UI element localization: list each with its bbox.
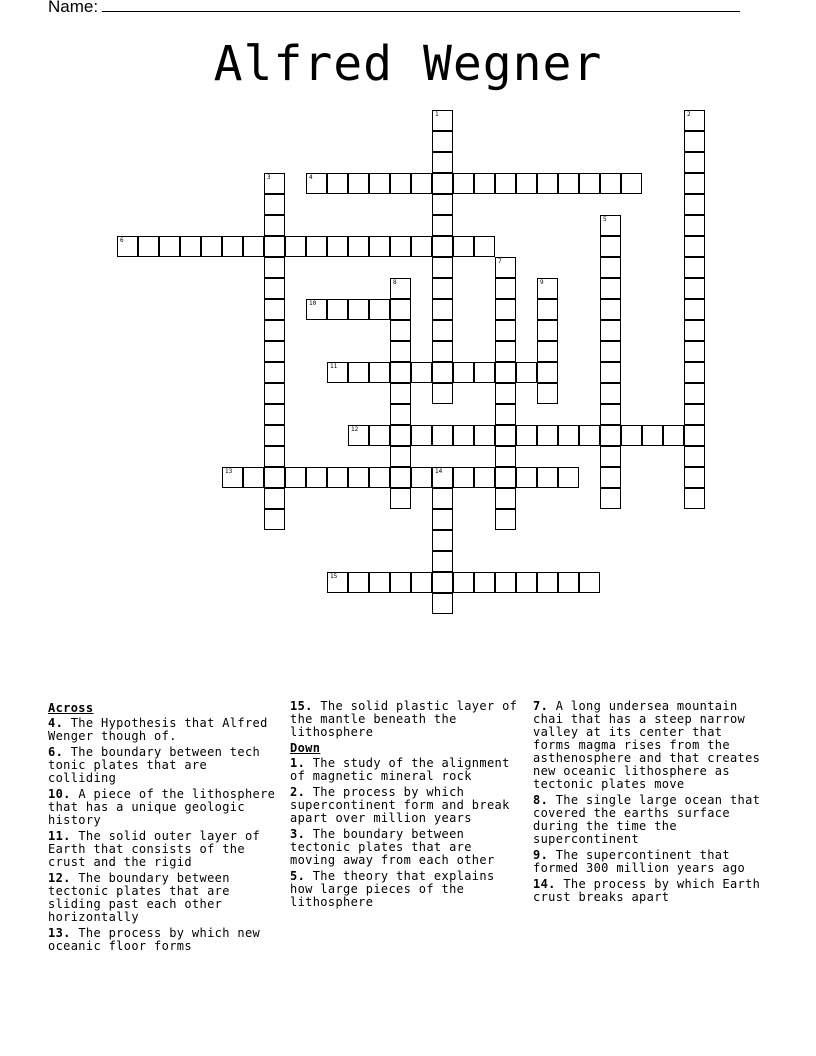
- grid-cell[interactable]: [453, 173, 474, 194]
- grid-cell[interactable]: [495, 299, 516, 320]
- clue-across-11: [48, 830, 280, 869]
- grid-cell[interactable]: [411, 236, 432, 257]
- grid-cell[interactable]: [453, 467, 474, 488]
- cell-number: 3: [267, 174, 271, 181]
- grid-cell[interactable]: [432, 383, 453, 404]
- grid-cell[interactable]: [411, 425, 432, 446]
- grid-cell[interactable]: [537, 572, 558, 593]
- clue-text: The boundary between tech tonic plates that are colliding: [48, 745, 261, 785]
- down-heading: Down: [290, 741, 321, 755]
- grid-cell[interactable]: [432, 341, 453, 362]
- clue-text: The boundary between tectonic plates that are moving away from each other: [290, 827, 495, 867]
- grid-cell[interactable]: [264, 467, 285, 488]
- grid-cell[interactable]: [327, 467, 348, 488]
- grid-cell[interactable]: [600, 173, 621, 194]
- grid-cell[interactable]: [579, 173, 600, 194]
- grid-cell[interactable]: [642, 425, 663, 446]
- grid-cell[interactable]: [264, 257, 285, 278]
- grid-cell[interactable]: [621, 173, 642, 194]
- grid-cell[interactable]: [432, 320, 453, 341]
- grid-cell[interactable]: [390, 299, 411, 320]
- grid-cell[interactable]: [558, 572, 579, 593]
- grid-cell[interactable]: [369, 236, 390, 257]
- clue-number: 8.: [533, 793, 549, 807]
- grid-cell[interactable]: [453, 425, 474, 446]
- grid-cell[interactable]: [348, 467, 369, 488]
- clue-across-6: [48, 746, 280, 785]
- grid-cell[interactable]: [537, 320, 558, 341]
- grid-cell[interactable]: [390, 320, 411, 341]
- grid-cell[interactable]: [537, 467, 558, 488]
- grid-cell[interactable]: [306, 173, 327, 194]
- grid-cell[interactable]: [453, 362, 474, 383]
- clue-across-15: [290, 700, 522, 739]
- grid-cell[interactable]: [621, 425, 642, 446]
- cell-number: 8: [393, 279, 397, 286]
- clue-text: The single large ocean that covered the earths surface during the time the supercontinent: [533, 793, 761, 846]
- clue-text: The process by which new oceanic floor forms: [48, 926, 261, 953]
- grid-cell[interactable]: [264, 425, 285, 446]
- clue-number: 10.: [48, 787, 71, 801]
- grid-cell[interactable]: [369, 425, 390, 446]
- grid-cell[interactable]: [600, 257, 621, 278]
- grid-cell[interactable]: [684, 278, 705, 299]
- grid-cell[interactable]: [684, 299, 705, 320]
- clue-down-8: [533, 794, 765, 846]
- clue-text: The Hypothesis that Alfred Wenger though of.: [48, 716, 268, 743]
- cell-number: 2: [687, 111, 691, 118]
- grid-cell[interactable]: [600, 341, 621, 362]
- grid-cell[interactable]: [264, 299, 285, 320]
- grid-cell[interactable]: [411, 362, 432, 383]
- clue-text: The solid plastic layer of the mantle beneath the lithosphere: [290, 699, 518, 739]
- clue-text: The theory that explains how large pieces of the lithosphere: [290, 869, 495, 909]
- grid-cell[interactable]: [327, 362, 348, 383]
- grid-cell[interactable]: [369, 467, 390, 488]
- grid-cell[interactable]: [474, 236, 495, 257]
- clue-column-1: [48, 700, 280, 956]
- grid-cell[interactable]: [516, 362, 537, 383]
- grid-cell[interactable]: [390, 404, 411, 425]
- grid-cell[interactable]: [369, 299, 390, 320]
- grid-cell[interactable]: [432, 299, 453, 320]
- grid-cell[interactable]: [495, 278, 516, 299]
- clue-number: 11.: [48, 829, 71, 843]
- grid-cell[interactable]: [390, 488, 411, 509]
- grid-cell[interactable]: [495, 257, 516, 278]
- grid-cell[interactable]: [411, 173, 432, 194]
- clue-down-3: [290, 828, 522, 867]
- grid-cell[interactable]: [537, 362, 558, 383]
- clue-text: The boundary between tectonic plates that are sliding past each other horizontally: [48, 871, 230, 924]
- across-heading: Across: [48, 701, 94, 715]
- page-title: Alfred Wegner: [213, 36, 603, 92]
- grid-cell[interactable]: [348, 299, 369, 320]
- grid-cell[interactable]: [495, 509, 516, 530]
- grid-cell[interactable]: [390, 446, 411, 467]
- grid-cell[interactable]: [600, 467, 621, 488]
- clue-column-2: [290, 700, 522, 912]
- grid-cell[interactable]: [348, 173, 369, 194]
- grid-cell[interactable]: [684, 194, 705, 215]
- grid-cell[interactable]: [474, 425, 495, 446]
- grid-cell[interactable]: [684, 467, 705, 488]
- grid-cell[interactable]: [432, 194, 453, 215]
- clue-across-12: [48, 872, 280, 924]
- grid-cell[interactable]: [684, 131, 705, 152]
- grid-cell[interactable]: [474, 467, 495, 488]
- grid-cell[interactable]: [579, 572, 600, 593]
- clue-number: 2.: [290, 785, 306, 799]
- grid-cell[interactable]: [684, 152, 705, 173]
- clue-number: 4.: [48, 716, 64, 730]
- grid-cell[interactable]: [432, 509, 453, 530]
- grid-cell[interactable]: [600, 383, 621, 404]
- grid-cell[interactable]: [537, 383, 558, 404]
- grid-cell[interactable]: [684, 425, 705, 446]
- grid-cell[interactable]: [516, 572, 537, 593]
- grid-cell[interactable]: [201, 236, 222, 257]
- grid-cell[interactable]: [306, 299, 327, 320]
- clue-down-1: [290, 757, 522, 783]
- grid-cell[interactable]: [348, 572, 369, 593]
- grid-cell[interactable]: [684, 446, 705, 467]
- grid-cell[interactable]: [369, 173, 390, 194]
- grid-cell[interactable]: [306, 467, 327, 488]
- grid-cell[interactable]: [495, 383, 516, 404]
- grid-cell[interactable]: [495, 404, 516, 425]
- grid-cell[interactable]: [264, 236, 285, 257]
- grid-cell[interactable]: [432, 488, 453, 509]
- cell-number: 14: [435, 468, 443, 475]
- grid-cell[interactable]: [600, 362, 621, 383]
- clue-down-2: [290, 786, 522, 825]
- grid-cell[interactable]: [390, 236, 411, 257]
- grid-cell[interactable]: [369, 572, 390, 593]
- grid-cell[interactable]: [495, 320, 516, 341]
- grid-cell[interactable]: [432, 593, 453, 614]
- cell-number: 7: [498, 258, 502, 265]
- grid-cell[interactable]: [264, 383, 285, 404]
- grid-cell[interactable]: [264, 404, 285, 425]
- grid-cell[interactable]: [600, 320, 621, 341]
- grid-cell[interactable]: [285, 467, 306, 488]
- grid-cell[interactable]: [495, 425, 516, 446]
- name-label: Name:: [48, 0, 99, 16]
- clue-number: 1.: [290, 756, 306, 770]
- clue-number: 12.: [48, 871, 71, 885]
- grid-cell[interactable]: [474, 362, 495, 383]
- grid-cell[interactable]: [264, 488, 285, 509]
- grid-cell[interactable]: [453, 236, 474, 257]
- grid-cell[interactable]: [117, 236, 138, 257]
- grid-cell[interactable]: [600, 236, 621, 257]
- clue-down-7: [533, 700, 765, 791]
- clue-text: The supercontinent that formed 300 million years ago: [533, 848, 746, 875]
- grid-cell[interactable]: [516, 467, 537, 488]
- grid-cell[interactable]: [558, 173, 579, 194]
- grid-cell[interactable]: [495, 362, 516, 383]
- grid-cell[interactable]: [180, 236, 201, 257]
- grid-cell[interactable]: [432, 467, 453, 488]
- grid-cell[interactable]: [558, 467, 579, 488]
- grid-cell[interactable]: [390, 425, 411, 446]
- grid-cell[interactable]: [264, 194, 285, 215]
- clue-text: The process by which Earth crust breaks apart: [533, 877, 761, 904]
- grid-cell[interactable]: [558, 425, 579, 446]
- cell-number: 6: [120, 237, 124, 244]
- grid-cell[interactable]: [495, 173, 516, 194]
- grid-cell[interactable]: [264, 215, 285, 236]
- clue-across-13: [48, 927, 280, 953]
- grid-cell[interactable]: [495, 488, 516, 509]
- grid-cell[interactable]: [411, 467, 432, 488]
- grid-cell[interactable]: [495, 572, 516, 593]
- grid-cell[interactable]: [243, 467, 264, 488]
- grid-cell[interactable]: [537, 278, 558, 299]
- grid-cell[interactable]: [411, 572, 432, 593]
- grid-cell[interactable]: [390, 572, 411, 593]
- grid-cell[interactable]: [684, 383, 705, 404]
- grid-cell[interactable]: [684, 110, 705, 131]
- grid-cell[interactable]: [537, 299, 558, 320]
- grid-cell[interactable]: [600, 404, 621, 425]
- grid-cell[interactable]: [327, 236, 348, 257]
- cell-number: 12: [351, 426, 359, 433]
- grid-cell[interactable]: [138, 236, 159, 257]
- grid-cell[interactable]: [159, 236, 180, 257]
- clue-number: 15.: [290, 699, 313, 713]
- clue-column-3: [533, 700, 765, 907]
- grid-cell[interactable]: [600, 425, 621, 446]
- grid-cell[interactable]: [264, 320, 285, 341]
- grid-cell[interactable]: [264, 341, 285, 362]
- grid-cell[interactable]: [432, 215, 453, 236]
- clue-text: The study of the alignment of magnetic mineral rock: [290, 756, 510, 783]
- clue-number: 6.: [48, 745, 64, 759]
- grid-cell[interactable]: [432, 236, 453, 257]
- grid-cell[interactable]: [432, 110, 453, 131]
- grid-cell[interactable]: [495, 341, 516, 362]
- grid-cell[interactable]: [474, 572, 495, 593]
- grid-cell[interactable]: [684, 236, 705, 257]
- grid-cell[interactable]: [600, 446, 621, 467]
- grid-cell[interactable]: [432, 278, 453, 299]
- grid-cell[interactable]: [348, 236, 369, 257]
- grid-cell[interactable]: [516, 173, 537, 194]
- grid-cell[interactable]: [663, 425, 684, 446]
- grid-cell[interactable]: [684, 404, 705, 425]
- grid-cell[interactable]: [432, 551, 453, 572]
- grid-cell[interactable]: [495, 446, 516, 467]
- grid-cell[interactable]: [390, 383, 411, 404]
- grid-cell[interactable]: [537, 425, 558, 446]
- grid-cell[interactable]: [453, 572, 474, 593]
- grid-cell[interactable]: [600, 299, 621, 320]
- grid-cell[interactable]: [264, 278, 285, 299]
- clue-number: 7.: [533, 699, 549, 713]
- grid-cell[interactable]: [264, 173, 285, 194]
- clue-number: 9.: [533, 848, 549, 862]
- grid-cell[interactable]: [264, 362, 285, 383]
- grid-cell[interactable]: [516, 425, 537, 446]
- grid-cell[interactable]: [432, 362, 453, 383]
- cell-number: 1: [435, 111, 439, 118]
- cell-number: 9: [540, 279, 544, 286]
- grid-cell[interactable]: [432, 173, 453, 194]
- clue-text: A long undersea mountain chai that has a steep narrow valley at its center that forms magma rises from the asthenosphere and that creates new oceanic lithosphere as tectonic plates move: [533, 699, 761, 791]
- grid-cell[interactable]: [684, 215, 705, 236]
- cell-number: 4: [309, 174, 313, 181]
- grid-cell[interactable]: [432, 152, 453, 173]
- grid-cell[interactable]: [390, 278, 411, 299]
- grid-cell[interactable]: [432, 530, 453, 551]
- grid-cell[interactable]: [390, 341, 411, 362]
- grid-cell[interactable]: [327, 572, 348, 593]
- grid-cell[interactable]: [432, 257, 453, 278]
- grid-cell[interactable]: [285, 236, 306, 257]
- cell-number: 5: [603, 216, 607, 223]
- cell-number: 11: [330, 363, 338, 370]
- grid-cell[interactable]: [684, 362, 705, 383]
- grid-cell[interactable]: [684, 173, 705, 194]
- grid-cell[interactable]: [264, 509, 285, 530]
- grid-cell[interactable]: [222, 467, 243, 488]
- grid-cell[interactable]: [600, 278, 621, 299]
- grid-cell[interactable]: [537, 341, 558, 362]
- grid-cell[interactable]: [684, 257, 705, 278]
- grid-cell[interactable]: [222, 236, 243, 257]
- grid-cell[interactable]: [684, 320, 705, 341]
- grid-cell[interactable]: [600, 215, 621, 236]
- grid-cell[interactable]: [537, 173, 558, 194]
- cell-number: 15: [330, 573, 338, 580]
- grid-cell[interactable]: [474, 173, 495, 194]
- clue-across-4: [48, 717, 280, 743]
- cell-number: 10: [309, 300, 317, 307]
- clue-down-5: [290, 870, 522, 909]
- clue-number: 5.: [290, 869, 306, 883]
- grid-cell[interactable]: [684, 341, 705, 362]
- grid-cell[interactable]: [600, 488, 621, 509]
- grid-cell[interactable]: [432, 131, 453, 152]
- grid-cell[interactable]: [369, 362, 390, 383]
- clue-down-9: [533, 849, 765, 875]
- cell-number: 13: [225, 468, 233, 475]
- grid-cell[interactable]: [432, 572, 453, 593]
- grid-cell[interactable]: [684, 488, 705, 509]
- grid-cell[interactable]: [306, 236, 327, 257]
- grid-cell[interactable]: [390, 362, 411, 383]
- grid-cell[interactable]: [390, 173, 411, 194]
- grid-cell[interactable]: [495, 467, 516, 488]
- grid-cell[interactable]: [327, 299, 348, 320]
- clue-text: A piece of the lithosphere that has a unique geologic history: [48, 787, 276, 827]
- clue-number: 3.: [290, 827, 306, 841]
- clue-number: 14.: [533, 877, 556, 891]
- grid-cell[interactable]: [348, 425, 369, 446]
- grid-cell[interactable]: [390, 467, 411, 488]
- clue-text: The solid outer layer of Earth that consists of the crust and the rigid: [48, 829, 261, 869]
- clue-down-14: [533, 878, 765, 904]
- grid-cell[interactable]: [432, 425, 453, 446]
- grid-cell[interactable]: [264, 446, 285, 467]
- grid-cell[interactable]: [243, 236, 264, 257]
- grid-cell[interactable]: [579, 425, 600, 446]
- clue-text: The process by which supercontinent form and break apart over million years: [290, 785, 510, 825]
- grid-cell[interactable]: [327, 173, 348, 194]
- grid-cell[interactable]: [348, 362, 369, 383]
- clue-number: 13.: [48, 926, 71, 940]
- clue-across-10: [48, 788, 280, 827]
